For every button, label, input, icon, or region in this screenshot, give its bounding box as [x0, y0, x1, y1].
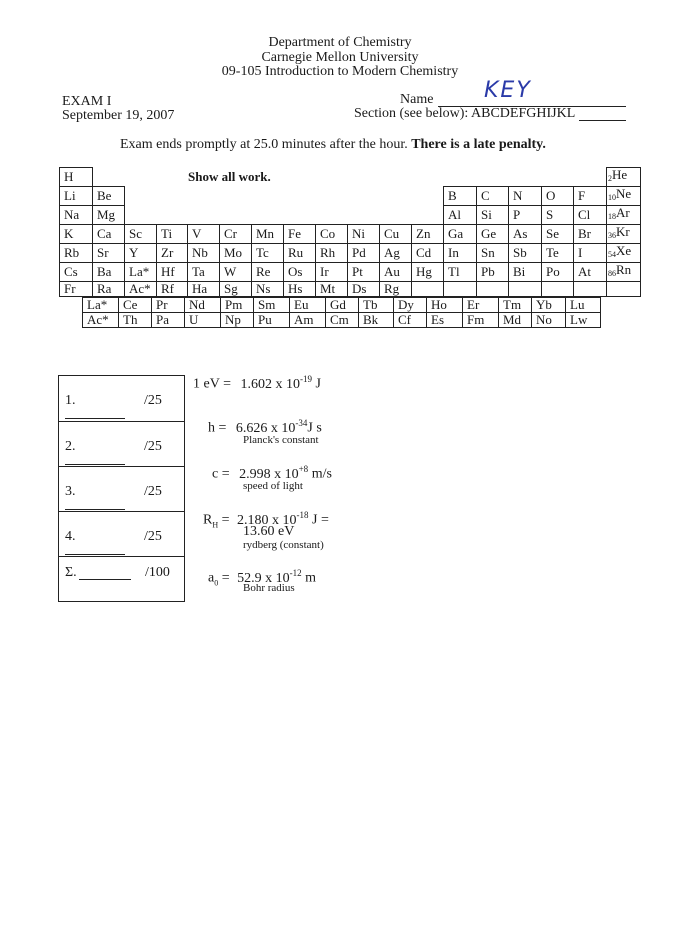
periodic-table: [59, 167, 641, 297]
score-row: [59, 376, 184, 421]
c-label: c =: [212, 466, 230, 482]
element-f: F: [574, 187, 607, 206]
element-rb: Rb: [60, 244, 93, 263]
pt-empty-cell: [125, 168, 157, 187]
element-bi: Bi: [509, 263, 542, 282]
score-number: 1.: [65, 393, 76, 408]
h-desc: Planck's constant: [243, 434, 319, 446]
score-max: /100: [145, 565, 170, 580]
element-symbol: He: [612, 167, 628, 182]
rh-unit: J =: [308, 512, 329, 528]
section-label: Section (see below): ABCDEFGHIJKL: [354, 106, 576, 121]
pt-empty-cell: [444, 168, 477, 187]
element-br: Br: [574, 225, 607, 244]
pt-empty-cell: [252, 187, 284, 206]
element-b: B: [444, 187, 477, 206]
element-ac-star: Ac*: [83, 313, 119, 328]
element-rf: Rf: [157, 282, 188, 297]
h-exp: -34: [295, 418, 308, 428]
pt-empty-cell: [477, 282, 509, 297]
element-cs: Cs: [60, 263, 93, 282]
element-rg: Rg: [380, 282, 412, 297]
ev-label: 1 eV =: [193, 376, 231, 392]
score-row: [59, 466, 184, 512]
a0-value: 52.9 x 10: [237, 570, 290, 586]
element-te: Te: [542, 244, 574, 263]
element-cd: Cd: [412, 244, 444, 263]
pt-empty-cell: [607, 282, 641, 297]
late-penalty: There is a late penalty.: [411, 137, 546, 152]
element-o: O: [542, 187, 574, 206]
element-i: I: [574, 244, 607, 263]
element-he: [607, 168, 641, 187]
university-line: Carnegie Mellon University: [261, 50, 419, 65]
c-value: 2.998 x 10: [239, 466, 299, 482]
element-nd: Nd: [185, 298, 221, 313]
atomic-number: 86: [608, 269, 616, 278]
element-cm: Cm: [326, 313, 359, 328]
element-ir: Ir: [316, 263, 348, 282]
rh-label-sub: H: [212, 520, 219, 530]
element-s: S: [542, 206, 574, 225]
element-np: Np: [221, 313, 254, 328]
exam-title: EXAM I: [62, 94, 112, 109]
element-lu: Lu: [566, 298, 601, 313]
element-al: Al: [444, 206, 477, 225]
score-number: 2.: [65, 439, 76, 454]
element-ru: Ru: [284, 244, 316, 263]
pt-empty-cell: [157, 168, 188, 187]
pt-empty-cell: [125, 187, 157, 206]
element-zr: Zr: [157, 244, 188, 263]
element-co: Co: [316, 225, 348, 244]
score-row: [59, 421, 184, 467]
element-ne: [607, 187, 641, 206]
element-na: Na: [60, 206, 93, 225]
pt-empty-cell: [316, 206, 348, 225]
pt-empty-cell: [125, 206, 157, 225]
element-ti: Ti: [157, 225, 188, 244]
const-ev: [193, 374, 321, 393]
element-cl: Cl: [574, 206, 607, 225]
score-max: /25: [144, 439, 162, 454]
pt-empty-cell: [284, 168, 316, 187]
element-lw: Lw: [566, 313, 601, 328]
name-handwritten: KEY: [484, 78, 532, 103]
c-exp: +8: [298, 464, 309, 474]
pt-empty-cell: [477, 168, 509, 187]
element-k: K: [60, 225, 93, 244]
element-es: Es: [427, 313, 463, 328]
rh-label: R: [203, 512, 213, 528]
element-ac-star: Ac*: [125, 282, 157, 297]
element-sc: Sc: [125, 225, 157, 244]
pt-empty-cell: [188, 187, 220, 206]
element-ra: Ra: [93, 282, 125, 297]
element-gd: Gd: [326, 298, 359, 313]
a0-label-eq: =: [218, 570, 230, 586]
pt-empty-cell: [412, 282, 444, 297]
element-md: Md: [499, 313, 532, 328]
ev-exp: -19: [299, 374, 312, 384]
pt-empty-cell: [412, 168, 444, 187]
element-v: V: [188, 225, 220, 244]
element-pd: Pd: [348, 244, 380, 263]
h-label: h =: [208, 420, 227, 436]
element-u: U: [185, 313, 221, 328]
pt-empty-cell: [316, 168, 348, 187]
a0-label: a: [208, 570, 215, 586]
element-sn: Sn: [477, 244, 509, 263]
pt-empty-cell: [284, 187, 316, 206]
element-hg: Hg: [412, 263, 444, 282]
element-cu: Cu: [380, 225, 412, 244]
a0-exp: -12: [289, 568, 302, 578]
show-work-label: Show all work.: [188, 169, 271, 184]
element-p: P: [509, 206, 542, 225]
score-blank[interactable]: [65, 418, 125, 419]
pt-empty-cell: [542, 282, 574, 297]
element-c: C: [477, 187, 509, 206]
rh-desc: rydberg (constant): [243, 539, 324, 551]
atomic-number: 54: [608, 250, 616, 259]
pt-empty-cell: [157, 206, 188, 225]
element-tb: Tb: [359, 298, 394, 313]
element-am: Am: [290, 313, 326, 328]
element-fm: Fm: [463, 313, 499, 328]
element-rn: [607, 263, 641, 282]
element-ar: [607, 206, 641, 225]
element-ha: Ha: [188, 282, 220, 297]
element-hf: Hf: [157, 263, 188, 282]
h-unit: J s: [307, 420, 322, 436]
score-row: [59, 511, 184, 557]
element-cr: Cr: [220, 225, 252, 244]
element-pb: Pb: [477, 263, 509, 282]
score-number: 4.: [65, 529, 76, 544]
element-symbol: Ar: [616, 205, 630, 220]
pt-empty-cell: [509, 168, 542, 187]
exam-notice: [120, 137, 546, 153]
pt-empty-cell: [574, 168, 607, 187]
rh-value2: 13.60 eV: [243, 524, 295, 539]
element-symbol: Rn: [616, 262, 632, 277]
element-li: Li: [60, 187, 93, 206]
element-no: No: [532, 313, 566, 328]
pt-empty-cell: [542, 168, 574, 187]
element-la-star: La*: [83, 298, 119, 313]
name-label: Name: [400, 92, 434, 107]
a0-desc: Bohr radius: [243, 582, 295, 594]
element-ni: Ni: [348, 225, 380, 244]
element-po: Po: [542, 263, 574, 282]
atomic-number: 10: [608, 193, 616, 202]
element-ho: Ho: [427, 298, 463, 313]
element-re: Re: [252, 263, 284, 282]
element-ca: Ca: [93, 225, 125, 244]
element-sr: Sr: [93, 244, 125, 263]
score-max: /25: [144, 529, 162, 544]
element-tm: Tm: [499, 298, 532, 313]
element-n: N: [509, 187, 542, 206]
element-at: At: [574, 263, 607, 282]
score-max: /25: [144, 393, 162, 408]
pt-empty-cell: [348, 206, 380, 225]
a0-unit: m: [301, 570, 317, 586]
c-desc: speed of light: [243, 480, 303, 492]
ev-unit: J: [311, 376, 321, 392]
a0-label-sub: 0: [214, 578, 219, 588]
element-mo: Mo: [220, 244, 252, 263]
element-pa: Pa: [152, 313, 185, 328]
pt-empty-cell: [380, 187, 412, 206]
score-row: [59, 556, 184, 602]
element-pt: Pt: [348, 263, 380, 282]
score-number: 3.: [65, 484, 76, 499]
element-sg: Sg: [220, 282, 252, 297]
score-blank[interactable]: [79, 579, 131, 580]
pt-empty-cell: [380, 168, 412, 187]
element-ds: Ds: [348, 282, 380, 297]
element-ce: Ce: [119, 298, 152, 313]
pt-empty-cell: [220, 187, 252, 206]
score-blank[interactable]: [65, 464, 125, 465]
element-w: W: [220, 263, 252, 282]
element-os: Os: [284, 263, 316, 282]
element-yb: Yb: [532, 298, 566, 313]
pt-empty-cell: [348, 168, 380, 187]
element-kr: [607, 225, 641, 244]
element-y: Y: [125, 244, 157, 263]
pt-empty-cell: [220, 206, 252, 225]
element-tl: Tl: [444, 263, 477, 282]
score-number: Σ.: [65, 565, 77, 580]
element-in: In: [444, 244, 477, 263]
atomic-number: 36: [608, 231, 616, 240]
element-symbol: Xe: [616, 243, 632, 258]
element-dy: Dy: [394, 298, 427, 313]
element-tc: Tc: [252, 244, 284, 263]
pt-empty-cell: [252, 206, 284, 225]
course-line: 09-105 Introduction to Modern Chemistry: [221, 64, 459, 79]
element-th: Th: [119, 313, 152, 328]
element-la-star: La*: [125, 263, 157, 282]
element-eu: Eu: [290, 298, 326, 313]
element-ag: Ag: [380, 244, 412, 263]
pt-empty-cell: [574, 282, 607, 297]
score-box: [58, 375, 185, 602]
pt-empty-cell: [509, 282, 542, 297]
pt-empty-cell: [444, 282, 477, 297]
element-mg: Mg: [93, 206, 125, 225]
rh-exp: -18: [296, 510, 309, 520]
pt-empty-cell: [93, 168, 125, 187]
element-ns: Ns: [252, 282, 284, 297]
element-si: Si: [477, 206, 509, 225]
ev-value: 1.602 x 10: [240, 376, 300, 392]
element-mn: Mn: [252, 225, 284, 244]
h-value: 6.626 x 10: [235, 420, 296, 436]
pt-empty-cell: [316, 187, 348, 206]
element-er: Er: [463, 298, 499, 313]
element-hs: Hs: [284, 282, 316, 297]
element-cf: Cf: [394, 313, 427, 328]
element-fe: Fe: [284, 225, 316, 244]
score-blank[interactable]: [65, 554, 125, 555]
section-underline: [579, 120, 626, 121]
c-unit: m/s: [308, 466, 332, 482]
pt-empty-cell: [348, 187, 380, 206]
rh-value: 2.180 x 10: [237, 512, 297, 528]
element-sm: Sm: [254, 298, 290, 313]
element-rh: Rh: [316, 244, 348, 263]
element-pu: Pu: [254, 313, 290, 328]
element-symbol: Kr: [616, 224, 630, 239]
atomic-number: 2: [608, 174, 612, 183]
exam-date: September 19, 2007: [62, 108, 175, 123]
element-au: Au: [380, 263, 412, 282]
element-fr: Fr: [60, 282, 93, 297]
element-se: Se: [542, 225, 574, 244]
pt-empty-cell: [284, 206, 316, 225]
element-ba: Ba: [93, 263, 125, 282]
f-block-table: [82, 297, 601, 328]
pt-empty-cell: [412, 187, 444, 206]
notice-text: Exam ends promptly at 25.0 minutes after the hour.: [120, 137, 408, 152]
element-h: H: [60, 168, 93, 187]
score-blank[interactable]: [65, 509, 125, 510]
element-be: Be: [93, 187, 125, 206]
rh-label-eq: =: [218, 512, 230, 528]
pt-empty-cell: [157, 187, 188, 206]
atomic-number: 18: [608, 212, 616, 221]
element-nb: Nb: [188, 244, 220, 263]
pt-empty-cell: [188, 206, 220, 225]
element-as: As: [509, 225, 542, 244]
element-ta: Ta: [188, 263, 220, 282]
element-mt: Mt: [316, 282, 348, 297]
pt-empty-cell: [380, 206, 412, 225]
pt-empty-cell: [412, 206, 444, 225]
score-max: /25: [144, 484, 162, 499]
department-line: Department of Chemistry: [268, 35, 412, 50]
element-ga: Ga: [444, 225, 477, 244]
element-pr: Pr: [152, 298, 185, 313]
element-sb: Sb: [509, 244, 542, 263]
element-zn: Zn: [412, 225, 444, 244]
element-pm: Pm: [221, 298, 254, 313]
element-symbol: Ne: [616, 186, 632, 201]
element-xe: [607, 244, 641, 263]
element-ge: Ge: [477, 225, 509, 244]
element-bk: Bk: [359, 313, 394, 328]
